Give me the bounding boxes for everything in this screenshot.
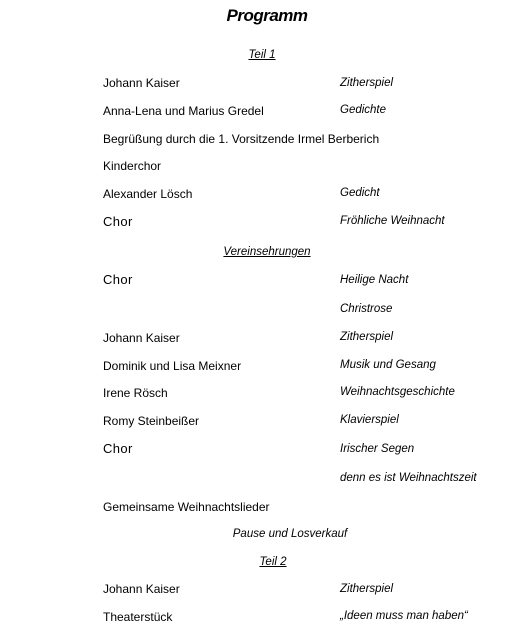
intermission-note: Pause und Losverkauf: [232, 528, 348, 540]
performer-name: Johann Kaiser: [103, 582, 180, 596]
performer-name: Chor: [103, 214, 133, 229]
performance-title: Christrose: [340, 303, 393, 315]
performer-name: Chor: [103, 272, 133, 287]
section-heading-teil-1: Teil 1: [248, 49, 276, 61]
performer-name: Theaterstück: [103, 610, 173, 624]
performance-title: „Ideen muss man haben“: [340, 610, 468, 622]
performance-title: Klavierspiel: [340, 414, 399, 426]
section-heading-teil-2: Teil 2: [259, 556, 287, 568]
performer-name: Romy Steinbeißer: [103, 414, 200, 428]
performance-title: Zitherspiel: [340, 583, 394, 595]
performance-title: Gedicht: [340, 187, 380, 199]
performance-title: Zitherspiel: [340, 331, 394, 343]
page-title: Programm: [226, 6, 308, 25]
performer-name: Irene Rösch: [103, 386, 168, 400]
performer-name: Kinderchor: [103, 159, 162, 173]
performer-name: Alexander Lösch: [103, 187, 193, 201]
performance-title: Weihnachtsgeschichte: [340, 386, 455, 398]
performer-name: Johann Kaiser: [103, 76, 180, 90]
performer-name: Dominik und Lisa Meixner: [103, 359, 242, 373]
performance-title: Fröhliche Weihnacht: [340, 215, 445, 227]
performance-title: Irischer Segen: [340, 443, 415, 455]
performance-title: Gedichte: [340, 104, 387, 116]
performance-title: Heilige Nacht: [340, 274, 409, 286]
performer-name: Johann Kaiser: [103, 331, 180, 345]
performance-title: Musik und Gesang: [340, 359, 436, 371]
performance-title: Zitherspiel: [340, 77, 394, 89]
program-item: Gemeinsame Weihnachtslieder: [103, 500, 270, 514]
performance-title: denn es ist Weihnachtszeit: [340, 472, 477, 484]
section-heading-vereinsehrungen: Vereinsehrungen: [223, 246, 311, 258]
performer-name: Anna-Lena und Marius Gredel: [103, 104, 264, 118]
performer-name: Chor: [103, 441, 133, 456]
program-item: Begrüßung durch die 1. Vorsitzende Irmel Berberich: [103, 132, 380, 146]
